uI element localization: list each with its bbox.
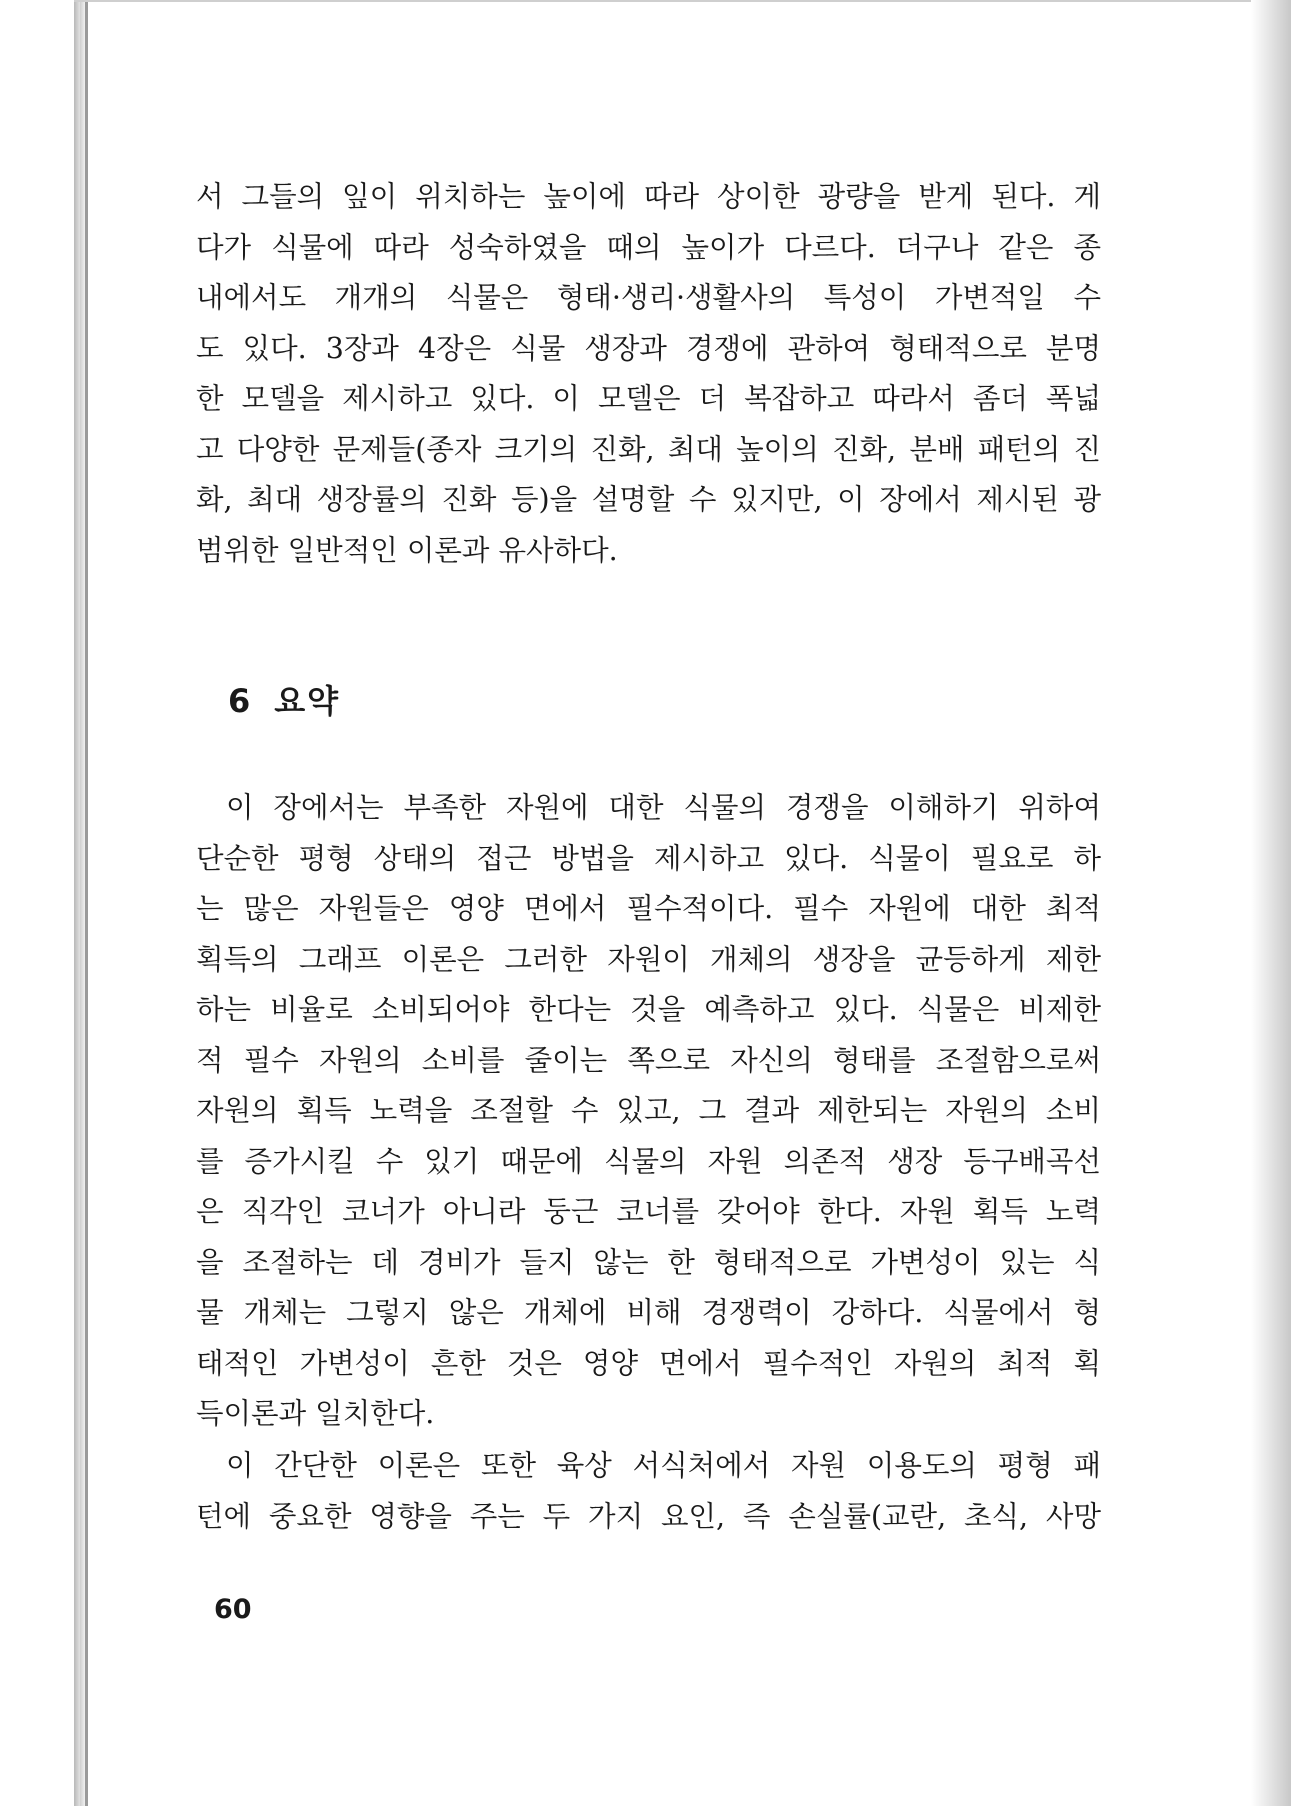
text-line: 한 모델을 제시하고 있다. 이 모델은 더 복잡하고 따라서 좀더 폭넓 [196,382,1101,415]
text-line: 획득의 그래프 이론은 그러한 자원이 개체의 생장을 균등하게 제한 [196,942,1101,976]
page-shadow [1251,0,1291,1806]
text-line: 태적인 가변성이 흔한 것은 영양 면에서 필수적인 자원의 최적 획 [196,1346,1101,1380]
text-line: 화, 최대 생장률의 진화 등)을 설명할 수 있지만, 이 장에서 제시된 광 [196,483,1101,516]
text-line: 를 증가시킬 수 있기 때문에 식물의 자원 의존적 생장 등구배곡선 [196,1144,1101,1178]
page-top-edge [74,0,1251,2]
text-line: 단순한 평형 상태의 접근 방법을 제시하고 있다. 식물이 필요로 하 [196,841,1101,875]
summary-paragraph [196,783,1101,1440]
text-line: 는 많은 자원들은 영양 면에서 필수적이다. 필수 자원에 대한 최적 [196,892,1101,925]
text-line: 하는 비율로 소비되어야 한다는 것을 예측하고 있다. 식물은 비제한 [196,993,1101,1026]
text-line: 득이론과 일치한다. [196,1397,435,1430]
intro-paragraph [196,172,1101,576]
text-line: 자원의 획득 노력을 조절할 수 있고, 그 결과 제한되는 자원의 소비 [196,1094,1101,1127]
page-number: 60 [214,1594,252,1625]
page-edge [85,0,88,1806]
text-line: 내에서도 개개의 식물은 형태·생리·생활사의 특성이 가변적일 수 [196,281,1101,314]
text-line: 턴에 중요한 영향을 주는 두 가지 요인, 즉 손실률(교란, 초식, 사망 [196,1499,1101,1533]
summary-paragraph [196,1441,1101,1542]
section-title: 요약 [274,682,341,720]
text-line: 물 개체는 그렇지 않은 개체에 비해 경쟁력이 강하다. 식물에서 형 [196,1296,1101,1329]
text-line: 도 있다. 3장과 4장은 식물 생장과 경쟁에 관하여 형태적으로 분명 [196,331,1101,365]
text-line: 범위한 일반적인 이론과 유사하다. [196,533,618,567]
text-line: 을 조절하는 데 경비가 들지 않는 한 형태적으로 가변성이 있는 식 [196,1245,1101,1279]
text-line: 적 필수 자원의 소비를 줄이는 쪽으로 자신의 형태를 조절함으로써 [196,1043,1101,1077]
text-line: 고 다양한 문제들(종자 크기의 진화, 최대 높이의 진화, 분배 패턴의 진 [196,432,1101,466]
text-line: 다가 식물에 따라 성숙하였을 때의 높이가 다르다. 더구나 같은 종 [196,230,1101,264]
section-heading [228,676,340,722]
text-line: 이 장에서는 부족한 자원에 대한 식물의 경쟁을 이해하기 위하여 [226,791,1101,824]
text-line: 서 그들의 잎이 위치하는 높이에 따라 상이한 광량을 받게 된다. 게 [196,180,1101,213]
text-line: 은 직각인 코너가 아니라 둥근 코너를 갖어야 한다. 자원 획득 노력 [196,1195,1101,1228]
section-number: 6 [228,682,253,720]
text-line: 이 간단한 이론은 또한 육상 서식처에서 자원 이용도의 평형 패 [226,1449,1101,1482]
